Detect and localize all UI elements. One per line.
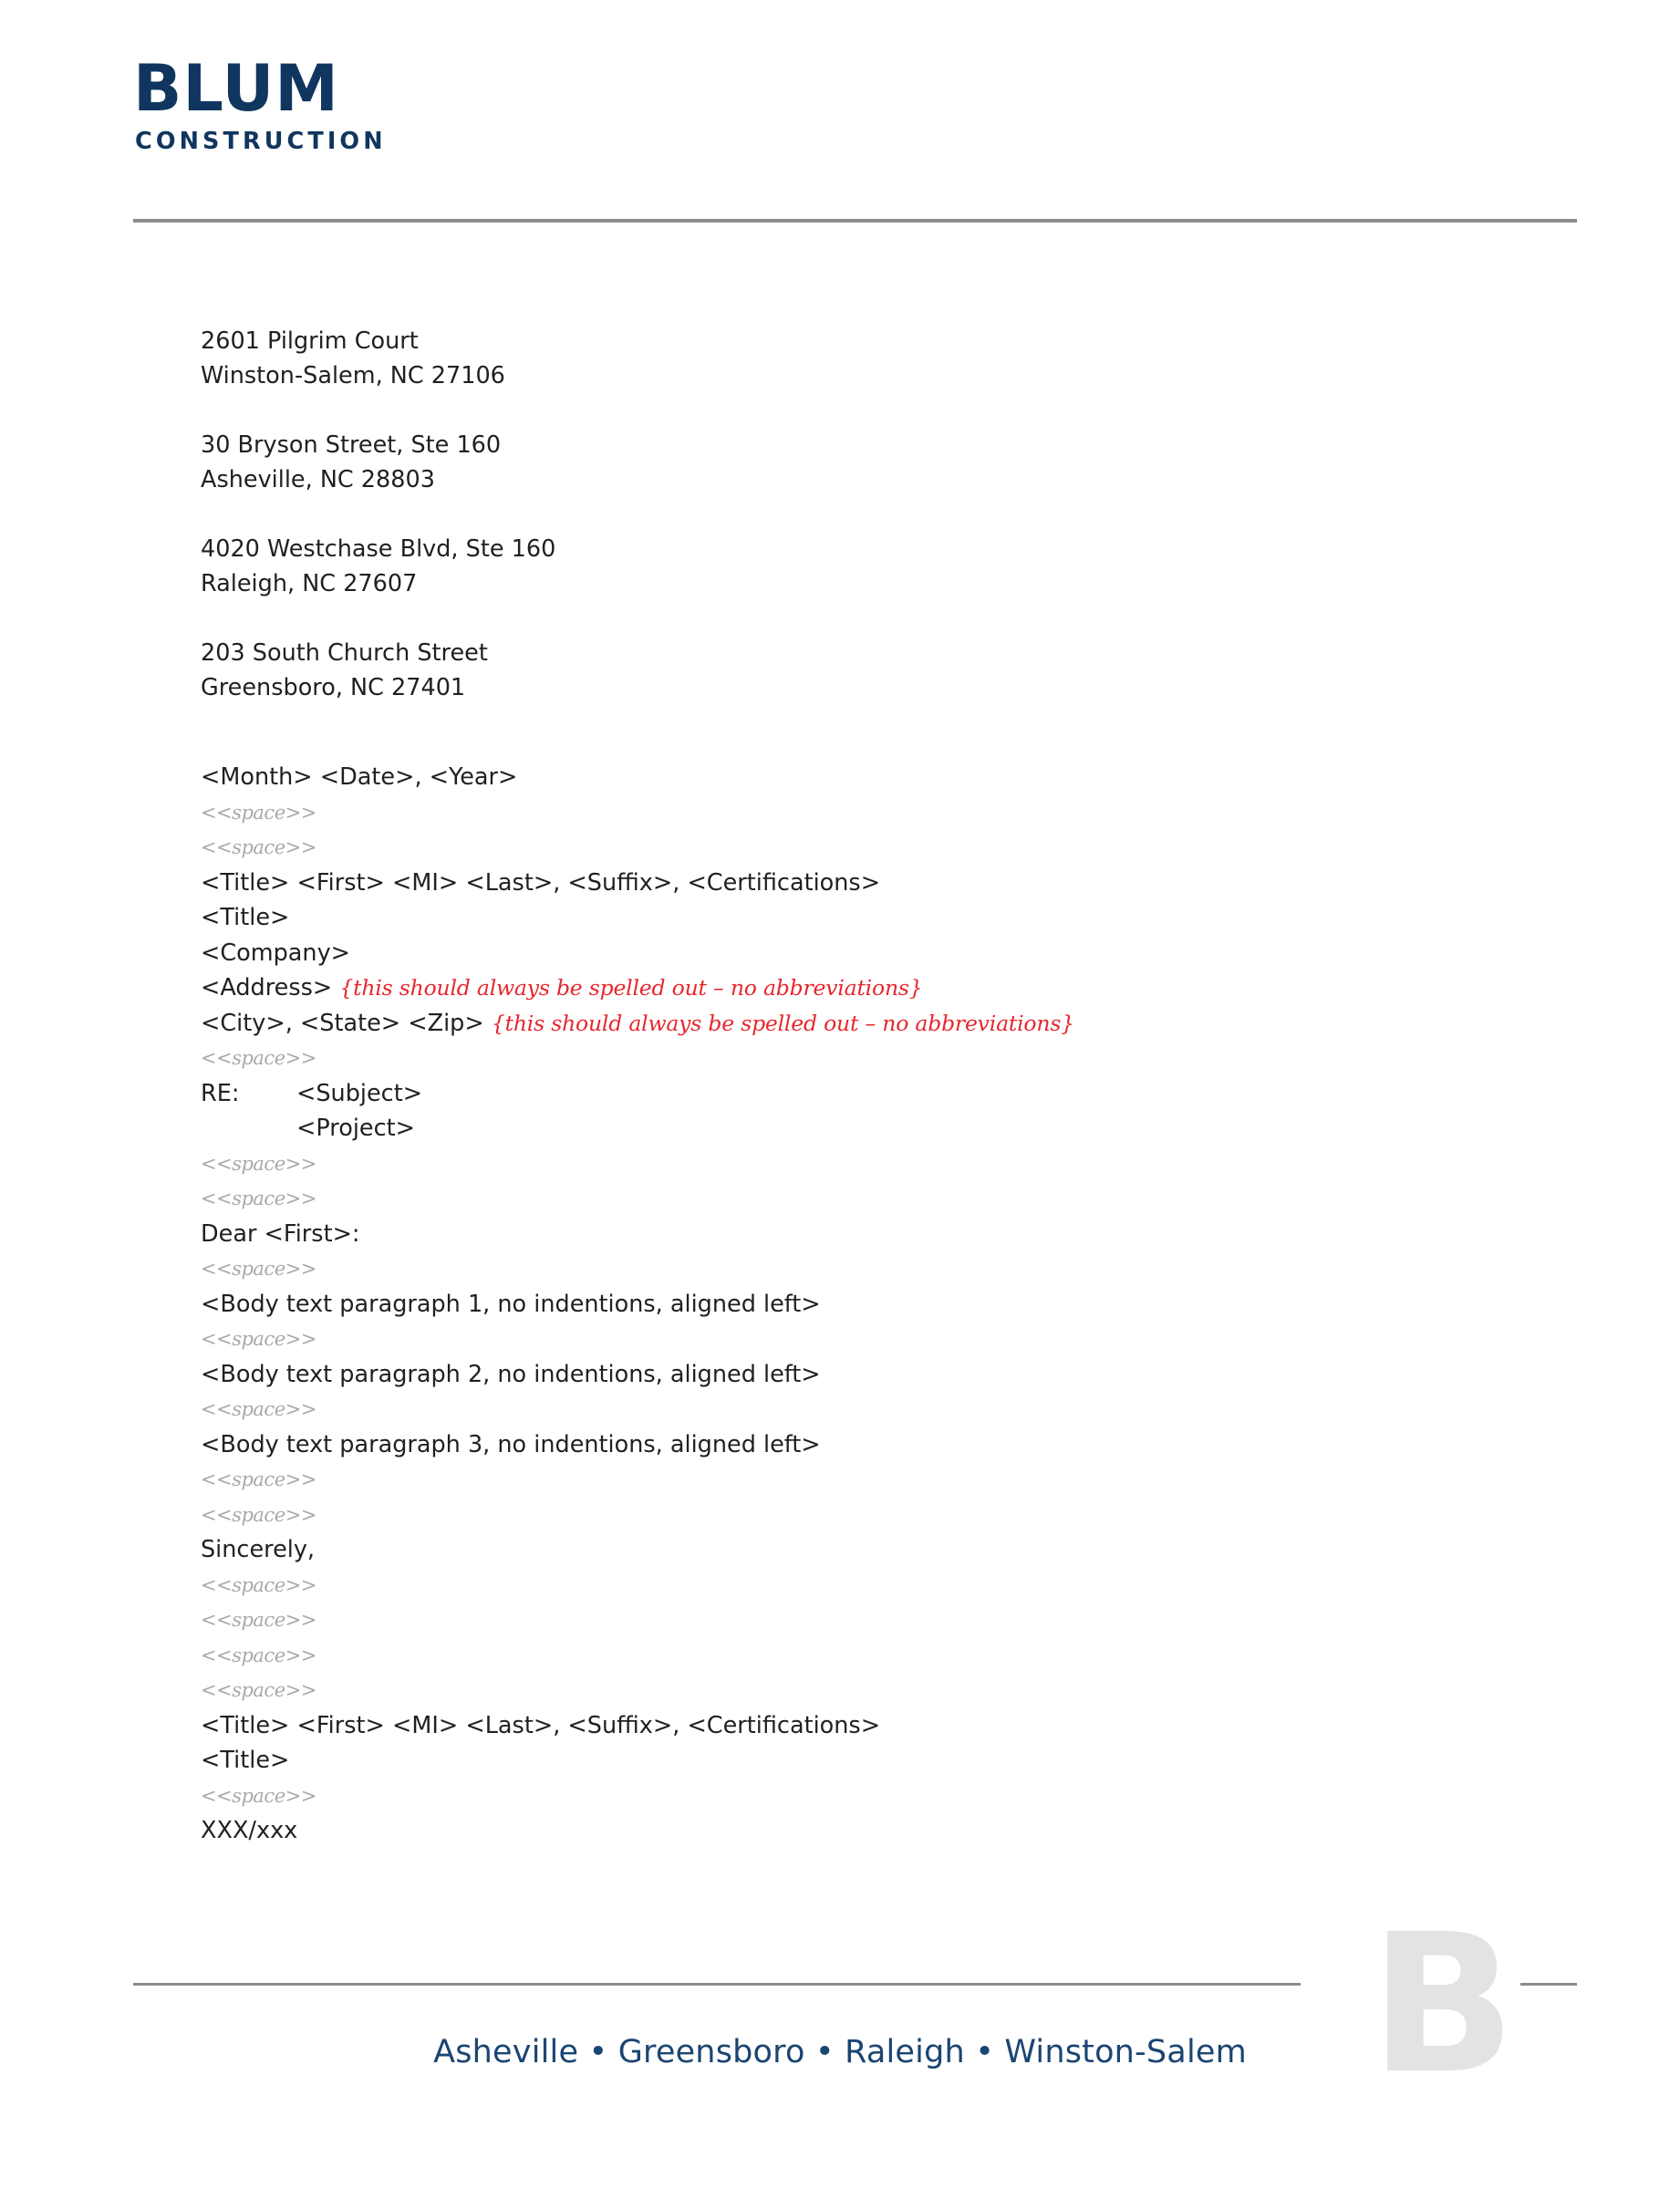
recipient-citystatezip-placeholder: <City>, <State> <Zip> — [201, 1009, 484, 1037]
blum-construction-logo — [133, 51, 443, 155]
recipient-address-placeholder: <Address> — [201, 974, 333, 1001]
space-marker: <<space>> — [201, 1503, 316, 1526]
office-street: 203 South Church Street — [201, 639, 488, 667]
office-city-state-zip: Asheville, NC 28803 — [201, 466, 435, 493]
recipient-title-line: <Title> — [201, 904, 290, 931]
space-marker: <<space>> — [201, 1644, 316, 1666]
office-city-state-zip: Greensboro, NC 27401 — [201, 674, 466, 701]
re-subject-line — [201, 1076, 1478, 1112]
office-street: 4020 Westchase Blvd, Ste 160 — [201, 535, 556, 563]
body-paragraph-3: <Body text paragraph 3, no indentions, aligned left> — [201, 1430, 821, 1458]
salutation-line: Dear <First>: — [201, 1219, 360, 1248]
signer-title-line: <Title> — [201, 1747, 290, 1774]
re-project-line: <Project> — [296, 1115, 415, 1142]
typist-initials-line: XXX/xxx — [201, 1817, 298, 1844]
office-address-asheville — [201, 428, 1478, 497]
office-street: 30 Bryson Street, Ste 160 — [201, 431, 502, 459]
recipient-citystatezip-line — [201, 1006, 1478, 1042]
space-marker: <<space>> — [201, 1047, 316, 1069]
body-paragraph-2: <Body text paragraph 2, no indentions, aligned left> — [201, 1360, 821, 1388]
space-marker: <<space>> — [201, 1468, 316, 1490]
space-marker: <<space>> — [201, 836, 316, 858]
space-marker: <<space>> — [201, 1328, 316, 1350]
space-marker: <<space>> — [201, 1188, 316, 1209]
document-body — [201, 324, 1478, 1849]
space-marker: <<space>> — [201, 1573, 316, 1596]
space-marker: <<space>> — [201, 801, 316, 824]
closing-line: Sincerely, — [201, 1536, 316, 1563]
recipient-name-line: <Title> <First> <MI> <Last>, <Suffix>, <Certifications> — [201, 868, 881, 897]
b-watermark-icon: B — [1369, 1893, 1510, 2117]
space-marker: <<space>> — [201, 1258, 316, 1280]
office-city-state-zip: Winston-Salem, NC 27106 — [201, 362, 505, 389]
office-address-raleigh — [201, 532, 1478, 601]
space-marker: <<space>> — [201, 1152, 316, 1175]
office-address-greensboro — [201, 636, 1478, 705]
space-marker: <<space>> — [201, 1609, 316, 1631]
footer-cities: Asheville • Greensboro • Raleigh • Winston-Salem — [433, 2034, 1247, 2070]
footer-divider-right — [1520, 1983, 1577, 1986]
footer-divider-left — [133, 1983, 1301, 1986]
logo-subtitle: CONSTRUCTION — [135, 128, 387, 155]
re-label: RE: — [201, 1079, 240, 1107]
recipient-address-line — [201, 970, 1478, 1006]
office-street: 2601 Pilgrim Court — [201, 327, 419, 355]
address-spellout-note: {this should always be spelled out – no abbreviations} — [339, 975, 923, 1001]
citystatezip-spellout-note: {this should always be spelled out – no abbreviations} — [491, 1010, 1074, 1036]
page-header — [0, 0, 1680, 228]
space-marker: <<space>> — [201, 1784, 316, 1807]
letter-template — [201, 760, 1478, 1849]
space-marker: <<space>> — [201, 1679, 316, 1701]
recipient-company-line: <Company> — [201, 939, 351, 967]
space-marker: <<space>> — [201, 1398, 316, 1420]
letter-date-line: <Month> <Date>, <Year> — [201, 763, 518, 791]
re-subject-placeholder: <Subject> — [296, 1079, 423, 1107]
office-city-state-zip: Raleigh, NC 27607 — [201, 570, 418, 597]
signer-name-line: <Title> <First> <MI> <Last>, <Suffix>, <Certifications> — [201, 1711, 881, 1739]
header-divider — [133, 219, 1577, 223]
office-address-winston-salem — [201, 324, 1478, 393]
logo-wordmark: BLUM — [133, 51, 339, 126]
body-paragraph-1: <Body text paragraph 1, no indentions, aligned left> — [201, 1290, 821, 1318]
